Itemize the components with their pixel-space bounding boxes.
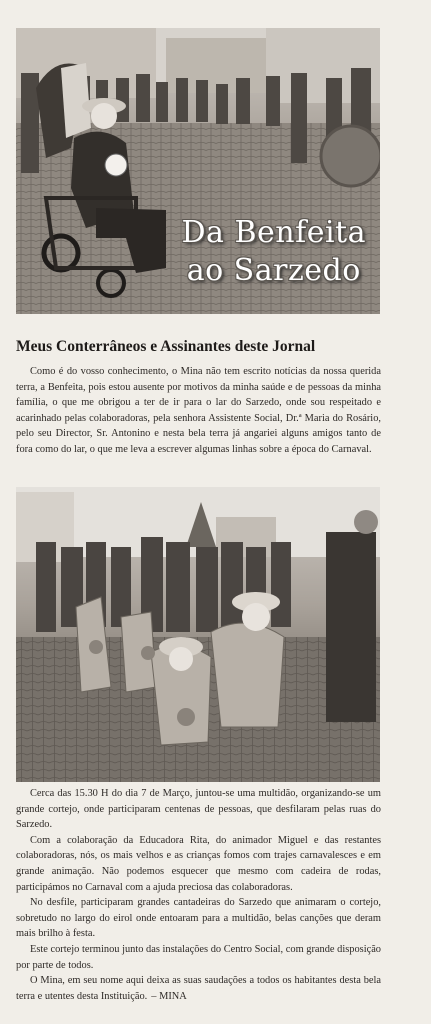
carnival-photo-wheelchair bbox=[16, 28, 380, 314]
closing-text: O Mina, em seu nome aqui deixa as suas saudações a todos os habitantes desta bela terra e utentes desta Instituição. bbox=[16, 975, 381, 1002]
article-body bbox=[16, 786, 381, 1004]
article-paragraph: Este cortejo terminou junto das instalações do Centro Social, com grande disposição por parte de todos. bbox=[16, 943, 381, 971]
photo-title-line1: Da Benfeita bbox=[181, 215, 366, 250]
photo-title-line2: ao Sarzedo bbox=[186, 253, 361, 288]
article-paragraph: No desfile, participaram grandes cantadeiras do Sarzedo que animaram o cortejo, sobretudo no largo do eirol onde entoaram para a multidão, belas canções que deram mais brilho à festa. bbox=[16, 897, 381, 940]
carnival-photo-children bbox=[16, 487, 380, 782]
article-intro bbox=[16, 364, 381, 458]
article-paragraph: Com a colaboração da Educadora Rita, do animador Miguel e das restantes colaboradoras, nós, os mais velhos e as crianças fomos com trajes carnavalesces e em grande animação. Não podemos esquecer que mesmo com cadeira de rodas, participámos no Carnaval com a ajuda preciosa das colaboradoras. bbox=[16, 834, 381, 893]
photo-title-overlay bbox=[182, 214, 367, 290]
article-paragraph: Cerca das 15.30 H do dia 7 de Março, juntou-se uma multidão, organizando-se um grande cortejo, onde participaram centenas de pessoas, que desfilaram pelas ruas do Sarzedo. bbox=[16, 788, 381, 831]
article-closing bbox=[16, 973, 381, 1004]
article-paragraph: Como é do vosso conhecimento, o Mina não tem escrito notícias da nossa querida terra, a Benfeita, pois estou ausente por motivos da minha saúde e de pessoas da minha família, o que me obrigou a ter de ir para o lar do Sarzedo, onde sou respeitado e acarinhado pelas colaboradoras, pela senhora Assistente Social, Dr.ª Maria do Rosário, pelo seu Director, Sr. Antonino e nesta bela terra já angariei alguns amigos tanto de fora como do lar, o que me leva a escrever algumas linhas sobre a época do Carnaval. bbox=[16, 366, 381, 455]
photo2-scene bbox=[16, 487, 380, 782]
author-signature: – MINA bbox=[151, 990, 187, 1002]
article-headline: Meus Conterrâneos e Assinantes deste Jornal bbox=[16, 338, 316, 355]
